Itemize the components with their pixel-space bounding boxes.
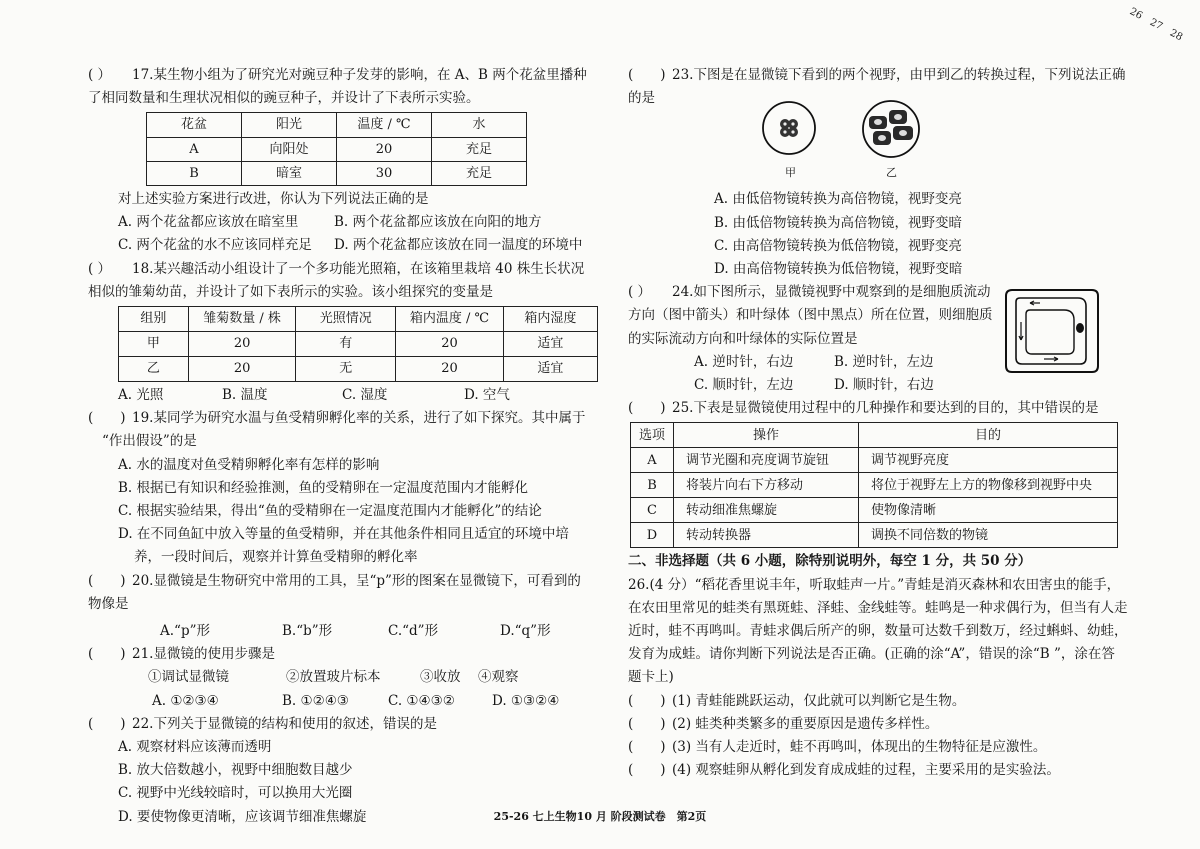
table-header-row: 花盆 阳光 温度 / ℃ 水	[147, 113, 527, 137]
q17-line2: 了相同数量和生理状况相似的豌豆种子，并设计了下表所示实验。	[88, 90, 480, 107]
q19-answer-paren[interactable]: ( )	[88, 410, 126, 427]
q25-answer-paren[interactable]: ( )	[628, 400, 666, 417]
option-a[interactable]: A. ①②③④	[152, 692, 219, 709]
q26-item-3: ( ) (3) 当有人走近时，蛙不再鸣叫，体现出的生物特征是应激性。	[628, 736, 1128, 759]
q18-line2: 相似的雏菊幼苗，并设计了如下表所示的实验。该小组探究的变量是	[88, 283, 493, 300]
q24-answer-paren[interactable]: ( ）	[628, 284, 652, 301]
q26-3-answer-paren[interactable]: ( )	[628, 739, 666, 756]
step-3: ③收放	[420, 669, 461, 686]
q20-answer-paren[interactable]: ( )	[88, 572, 126, 589]
q24-options-row2	[628, 374, 1128, 397]
option-c[interactable]: C. 顺时针，左边	[694, 377, 794, 394]
left-column	[88, 64, 598, 829]
table-row: A 调节光圈和亮度调节旋钮 调节视野亮度	[631, 448, 1118, 473]
q18-line1: ( ） 18.某兴趣活动小组设计了一个多功能光照箱，在该箱里栽培 40 株生长状况	[88, 258, 598, 281]
option-b[interactable]: B. 两个花盆都应该放在向阳的地方	[334, 214, 542, 231]
option-a[interactable]: A.“p”形	[160, 623, 210, 640]
q21-steps	[88, 666, 598, 689]
section-2-heading: 二、非选择题（共 6 小题，除特别说明外，每空 1 分，共 50 分）	[628, 553, 1032, 570]
table-row: D 转动转换器 调换不同倍数的物镜	[631, 523, 1118, 548]
table-header-row: 组别 雏菊数量 / 株 光照情况 箱内温度 / ℃ 箱内湿度	[119, 307, 598, 332]
q18-answer-paren[interactable]: ( ）	[88, 260, 112, 277]
q21-options	[88, 690, 598, 713]
option-c[interactable]: C.“d”形	[388, 623, 439, 640]
option-d[interactable]: D.“q”形	[500, 623, 551, 640]
option-a[interactable]: A. 光照	[118, 387, 164, 404]
option-a[interactable]: A. 逆时针，右边	[694, 353, 794, 370]
option-d[interactable]: D. 在不同鱼缸中放入等量的鱼受精卵，并在其他条件相同且适宜的环境中培	[118, 526, 569, 543]
table-header-row: 选项 操作 目的	[631, 423, 1118, 448]
q25-line1: ( ) 25.下表是显微镜使用过程中的几种操作和要达到的目的，其中错误的是	[628, 397, 1128, 420]
option-c[interactable]: C. ①④③②	[388, 692, 455, 709]
q24-line1: ( ） 24.如下图所示，显微镜视野中观察到的是细胞质流动	[628, 281, 1128, 304]
q26-line5: 题卡上)	[628, 669, 674, 686]
q25-table	[630, 422, 1118, 548]
q20-line2: 物像是	[88, 595, 129, 612]
figure-label-jia: 甲	[785, 166, 796, 179]
option-b[interactable]: B.“b”形	[282, 623, 333, 640]
q23-line1: ( ) 23.下图是在显微镜下看到的两个视野，由甲到乙的转换过程，下列说法正确	[628, 64, 1128, 87]
right-column	[628, 64, 1128, 782]
figure-label-yi: 乙	[886, 166, 897, 179]
option-c[interactable]: C. 由高倍物镜转换为低倍物镜，视野变亮	[714, 237, 962, 254]
q18-options	[88, 384, 598, 407]
q26-item-2: ( ) (2) 蛙类种类繁多的重要原因是遗传多样性。	[628, 713, 1128, 736]
cytoplasm-flow-figure	[1000, 286, 1104, 376]
option-b[interactable]: B. 温度	[222, 387, 268, 404]
option-b[interactable]: B. 由低倍物镜转换为高倍物镜，视野变暗	[714, 214, 963, 231]
option-a[interactable]: A. 由低倍物镜转换为高倍物镜，视野变亮	[714, 191, 962, 208]
q26-line2: 在农田里常见的蛙类有黑斑蛙、泽蛙、金线蛙等。蛙鸣是一种求偶行为，但当有人走	[628, 599, 1128, 616]
option-c[interactable]: C. 两个花盆的水不应该同样充足	[118, 237, 312, 254]
option-b[interactable]: B. 放大倍数越小，视野中细胞数目越少	[118, 762, 353, 779]
q23-line2: 的是	[628, 90, 655, 107]
option-d[interactable]: D. ①③②④	[492, 692, 560, 709]
q22-line1: ( ) 22.下列关于显微镜的结构和使用的叙述，错误的是	[88, 713, 598, 736]
option-c[interactable]: C. 湿度	[342, 387, 388, 404]
q19-line2: “作出假设”的是	[102, 433, 197, 450]
table-row: 甲 20 有 20 适宜	[119, 332, 598, 357]
q21-line1: ( ) 21.显微镜的使用步骤是	[88, 643, 598, 666]
q24-line2: 方向（图中箭头）和叶绿体（图中黑点）所在位置，则细胞质	[628, 307, 993, 324]
q26-line1: 26.(4 分）“稻花香里说丰年，听取蛙声一片。”青蛙是消灭森林和农田害虫的能手，	[628, 576, 1121, 593]
q26-2-answer-paren[interactable]: ( )	[628, 715, 666, 732]
q26-item-1: ( ) (1) 青蛙能跳跃运动，仅此就可以判断它是生物。	[628, 690, 1128, 713]
option-d[interactable]: D. 顺时针，右边	[834, 377, 934, 394]
q26-1-answer-paren[interactable]: ( )	[628, 692, 666, 709]
step-2: ②放置玻片标本	[286, 669, 381, 686]
field-of-view-high-mag-figure	[855, 100, 927, 164]
option-b[interactable]: B. 根据已有知识和经验推测，鱼的受精卵在一定温度范围内才能孵化	[118, 479, 529, 496]
table-row: B 将装片向右下方移动 将位于视野左上方的物像移到视野中央	[631, 473, 1118, 498]
q21-answer-paren[interactable]: ( )	[88, 646, 126, 663]
q17-table	[146, 112, 527, 186]
option-b[interactable]: B. ①②④③	[282, 692, 349, 709]
page-footer: 25-26 七上生物10 月 阶段测试卷 第2页	[493, 810, 707, 823]
option-c[interactable]: C. 视野中光线较暗时，可以换用大光圈	[118, 785, 353, 802]
q26-4-answer-paren[interactable]: ( )	[628, 762, 666, 779]
option-a[interactable]: A. 水的温度对鱼受精卵孵化率有怎样的影响	[118, 456, 380, 473]
step-1: ①调试显微镜	[148, 669, 229, 686]
q23-answer-paren[interactable]: ( )	[628, 67, 666, 83]
q19-line1: ( ) 19.某同学为研究水温与鱼受精卵孵化率的关系，进行了如下探究。其中属于	[88, 407, 598, 430]
q17-line1: ( ） 17.某生物小组为了研究光对豌豆种子发芽的影响，在 A、B 两个花盆里播种	[88, 64, 598, 87]
table-row: A 向阳处 20 充足	[147, 137, 527, 161]
option-d[interactable]: D. 要使物像更清晰，应该调节细准焦螺旋	[118, 808, 367, 825]
option-b[interactable]: B. 逆时针，左边	[834, 353, 934, 370]
option-d[interactable]: D. 两个花盆都应该放在同一温度的环境中	[334, 237, 583, 254]
table-row: B 暗室 30 充足	[147, 161, 527, 185]
q26-item-4: ( ) (4) 观察蛙卵从孵化到发育成成蛙的过程，主要采用的是实验法。	[628, 759, 1128, 782]
option-c[interactable]: C. 根据实验结果，得出“鱼的受精卵在一定温度范围内才能孵化”的结论	[118, 503, 542, 520]
q26-line4: 发育为成蛙。请你判断下列说法是否正确。(正确的涂“A”，错误的涂“B ”，涂在答	[628, 646, 1115, 663]
q17-stem: 对上述实验方案进行改进，你认为下列说法正确的是	[118, 191, 429, 208]
option-d[interactable]: D. 空气	[464, 387, 510, 404]
option-d[interactable]: D. 由高倍物镜转换为低倍物镜，视野变暗	[714, 261, 963, 278]
table-row: 乙 20 无 20 适宜	[119, 357, 598, 382]
field-of-view-low-mag-figure	[754, 100, 824, 162]
q20-options	[88, 620, 598, 643]
step-4: ④观察	[478, 669, 519, 686]
q17-options-row2	[88, 234, 598, 257]
corner-page-marks: 26 27 28	[1127, 6, 1185, 44]
option-d-continued: 养，一段时间后，观察并计算鱼受精卵的孵化率	[134, 549, 418, 566]
q24-line3: 的实际流动方向和叶绿体的实际位置是	[628, 330, 858, 347]
q22-answer-paren[interactable]: ( )	[88, 715, 126, 732]
q18-table	[118, 306, 598, 382]
q26-line3: 近时，蛙不再鸣叫。青蛙求偶后所产的卵，数量可达数千到数万，经过蝌蚪、幼蛙，	[628, 623, 1128, 640]
table-row: C 转动细准焦螺旋 使物像清晰	[631, 498, 1118, 523]
option-a[interactable]: A. 观察材料应该薄而透明	[118, 739, 272, 756]
q17-answer-paren[interactable]: ( ）	[88, 67, 112, 83]
q20-line1: ( ) 20.显微镜是生物研究中常用的工具，呈“p”形的图案在显微镜下，可看到的	[88, 570, 598, 593]
q17-options-row1	[88, 211, 598, 234]
option-a[interactable]: A. 两个花盆都应该放在暗室里	[118, 214, 299, 231]
